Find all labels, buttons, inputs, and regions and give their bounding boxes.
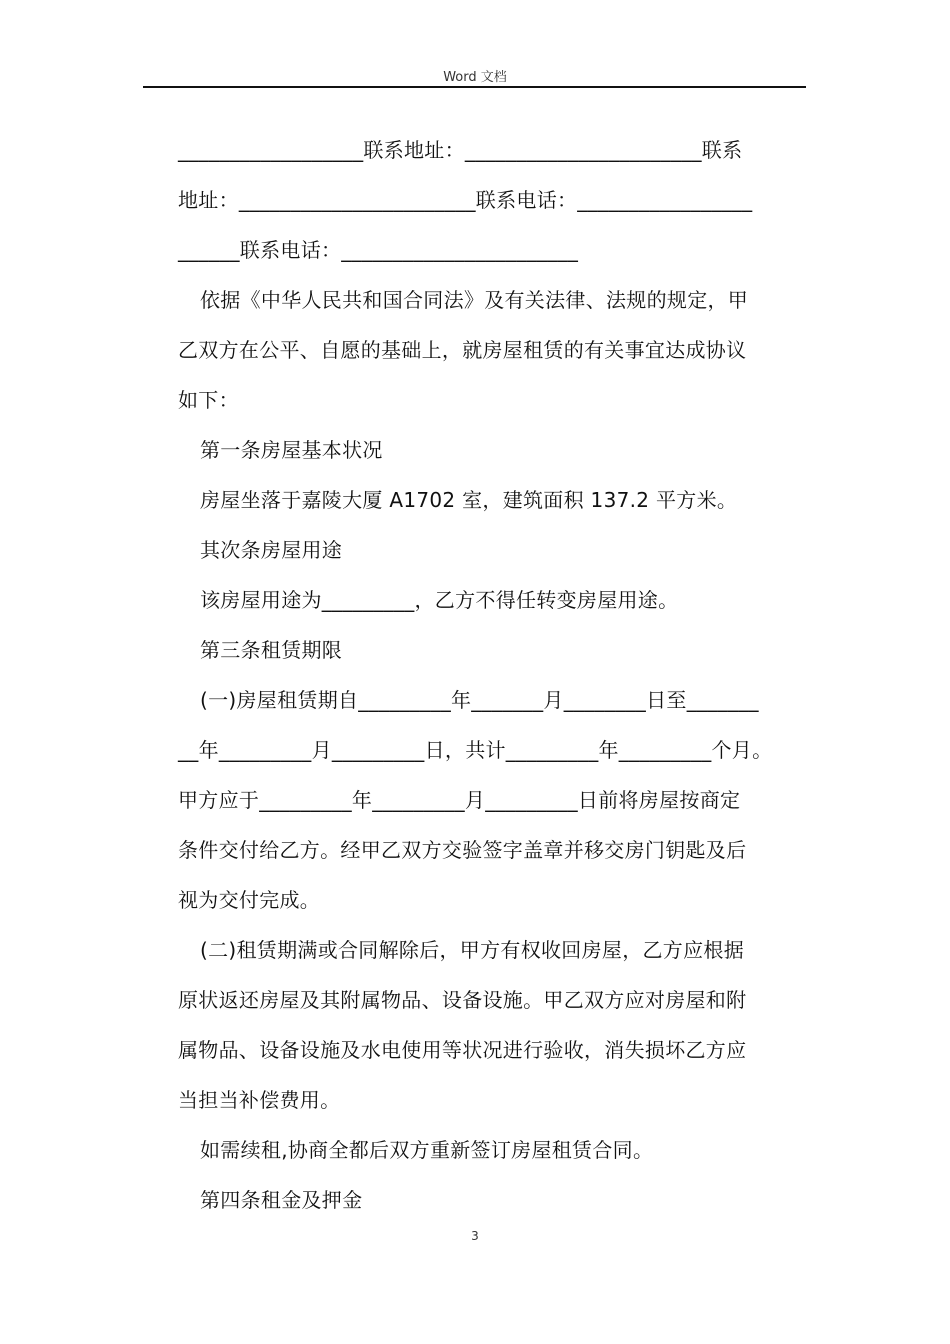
text-line: 视为交付完成。 xyxy=(178,888,321,912)
text-line: 原状返还房屋及其附属物品、设备设施。甲乙双方应对房屋和附 xyxy=(178,988,747,1012)
page-number: 3 xyxy=(471,1229,479,1243)
text-line: 条件交付给乙方。经甲乙双方交验签字盖章并移交房门钥匙及后 xyxy=(178,838,747,862)
text-line: 该房屋用途为_________，乙方不得任转变房屋用途。 xyxy=(200,588,679,612)
text-line: 甲方应于_________年_________月_________日前将房屋按商定 xyxy=(178,788,741,812)
section-heading: 第三条租赁期限 xyxy=(200,638,343,662)
text-line: 依据《中华人民共和国合同法》及有关法律、法规的规定，甲 xyxy=(200,288,749,312)
header-divider xyxy=(143,86,806,88)
page-header: Word 文档 xyxy=(443,70,507,85)
text-line: (一)房屋租赁期自_________年_______月________日至_______ xyxy=(200,688,759,712)
document-body xyxy=(178,125,818,1225)
text-line: 如需续租,协商全都后双方重新签订房屋租赁合同。 xyxy=(200,1138,654,1162)
text-line: 地址：_______________________联系电话：_________________ xyxy=(178,188,753,212)
text-line: 乙双方在公平、自愿的基础上，就房屋租赁的有关事宜达成协议 xyxy=(178,338,747,362)
text-line: 如下： xyxy=(178,388,239,412)
text-line: 房屋坐落于嘉陵大厦 A1702 室，建筑面积 137.2 平方米。 xyxy=(200,488,738,512)
section-heading: 第一条房屋基本状况 xyxy=(200,438,383,462)
section-heading: 其次条房屋用途 xyxy=(200,538,343,562)
text-line: __________________联系地址：_______________________联系 xyxy=(178,138,743,162)
text-line: ______联系电话：_______________________ xyxy=(178,238,579,262)
text-line: 属物品、设备设施及水电使用等状况进行验收，消失损坏乙方应 xyxy=(178,1038,747,1062)
text-line: (二)租赁期满或合同解除后，甲方有权收回房屋，乙方应根据 xyxy=(200,938,745,962)
section-heading: 第四条租金及押金 xyxy=(200,1188,363,1212)
text-line: 当担当补偿费用。 xyxy=(178,1088,341,1112)
text-line: __年_________月_________日，共计_________年_________个月。 xyxy=(178,738,773,762)
